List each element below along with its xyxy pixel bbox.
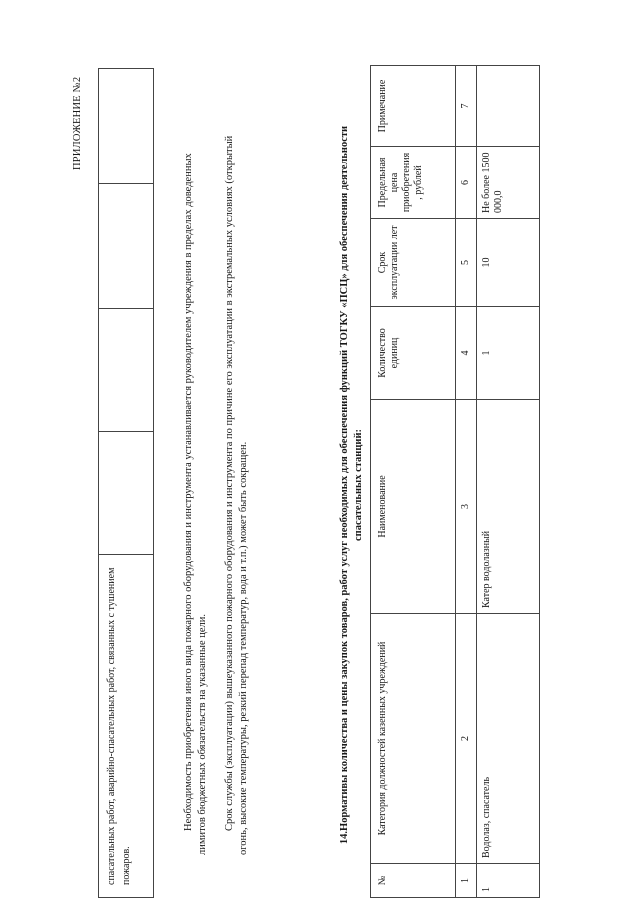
column-number: 2: [456, 613, 476, 863]
column-number-row: [456, 66, 477, 897]
header-cell: №: [371, 863, 455, 897]
header-cell: Категория должностей казенных учреждений: [371, 613, 455, 863]
column-number: 6: [456, 146, 476, 218]
column-number: 7: [460, 103, 471, 109]
max-price-cell: Не более 1500 000,0: [477, 146, 539, 218]
column-number: 5: [456, 218, 476, 306]
column-number: 1: [456, 863, 476, 897]
header-cell: Наименование: [371, 399, 455, 613]
column-number: 4: [456, 306, 476, 399]
norms-table: [370, 65, 540, 898]
continued-table-cell: [99, 431, 153, 554]
table-row: [477, 66, 539, 897]
quantity-cell: 1: [477, 306, 539, 399]
header-cell: Количество единиц: [371, 306, 455, 399]
continued-table-cell: [99, 308, 153, 431]
table-header-row: [371, 66, 456, 897]
continued-table-cell: [99, 183, 153, 308]
header-cell: Срок эксплуатации лет: [371, 218, 455, 306]
item-name-cell: Катер водолазный: [477, 399, 539, 613]
note-paragraph: Срок службы (эксплуатации) вышеуказанного пожарного оборудования и инструмента по причине его эксплуатации в экстремальных условиях (открытый огонь, высокие температуры, резкий перепад температур, вода и т.п.) может быть сокращен.: [224, 135, 249, 855]
position-category-cell: Водолаз, спасатель: [477, 613, 539, 863]
header-cell: Примечание: [377, 79, 388, 133]
appendix-label: ПРИЛОЖЕНИЕ №2: [72, 76, 83, 170]
row-number-cell: 1: [477, 863, 539, 897]
note-paragraph: Необходимость приобретения иного вида пожарного оборудования и инструмента устанавливается руководителем учреждения в пределах доведенных лимитов бюджетных обязательств на указанные цели.: [183, 153, 208, 855]
continued-table-cell: [99, 69, 153, 183]
section-title: 14.Нормативы количества и цены закупок товаров, работ услуг необходимых для обеспечения функций ТОГКУ «ПСЦ» для обеспечения деятельности спасательных станций:: [339, 125, 364, 845]
column-number: 3: [456, 399, 476, 613]
continued-table: [98, 68, 154, 898]
continued-table-cell: спасательных работ, аварийно-спасательных работ, связанных с тушением пожаров.: [99, 554, 153, 897]
remark-cell: [477, 66, 539, 146]
header-cell: Предельная цена приобретения , рублей: [371, 146, 455, 218]
service-life-cell: 10: [477, 218, 539, 306]
